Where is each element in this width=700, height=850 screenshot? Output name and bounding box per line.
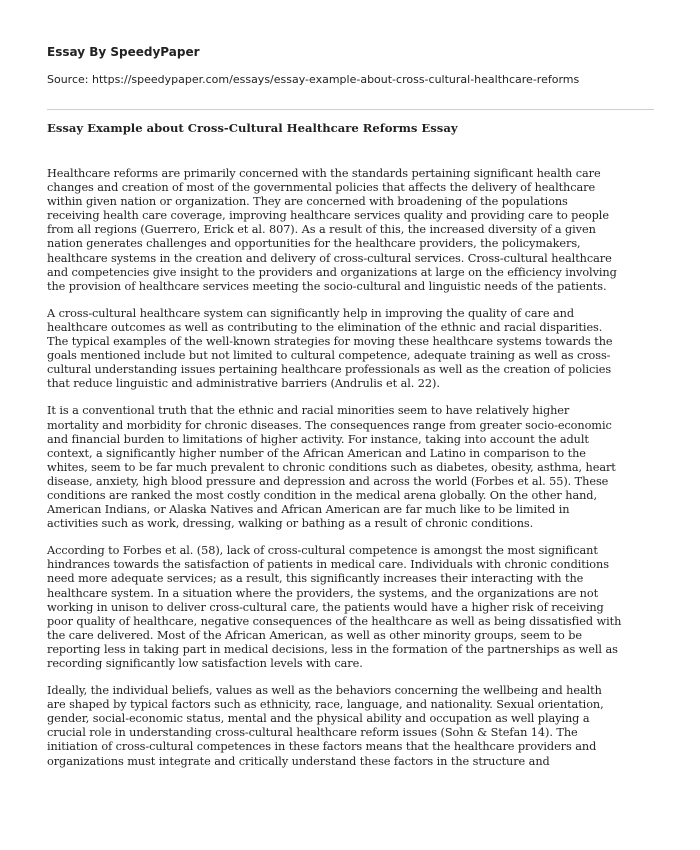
essay-paragraph-5: [47, 684, 659, 769]
essay-paragraph-2: [47, 307, 659, 392]
text-line: nation generates challenges and opportunities for the healthcare providers, the policymakers,: [47, 237, 581, 251]
text-line: activities such as work, dressing, walking or bathing as a result of chronic conditions.: [47, 517, 534, 531]
text-line: healthcare systems in the creation and delivery of cross-cultural services. Cross-cultural healthcare: [47, 251, 612, 265]
text-line: healthcare system. In a situation where the providers, the systems, and the organizations are not: [47, 586, 599, 600]
text-line: crucial role in understanding cross-cultural healthcare reform issues (Sohn & Stefan 14). The: [47, 726, 578, 740]
text-line: conditions are ranked the most costly condition in the medical arena globally. On the other hand,: [47, 488, 597, 502]
document-source-line: Source: https://speedypaper.com/essays/essay-example-about-cross-cultural-healthcare-reforms: [47, 73, 580, 86]
text-line: within given nation or organization. They are concerned with broadening of the populations: [47, 195, 568, 209]
text-line: hindrances towards the satisfaction of patients in medical care. Individuals with chronic conditions: [47, 558, 609, 572]
essay-body: [47, 167, 659, 782]
text-line: Ideally, the individual beliefs, values as well as the behaviors concerning the wellbeing and health: [47, 684, 602, 698]
text-line: cultural understanding issues pertaining healthcare professionals as well as the creation of policies: [47, 363, 612, 377]
text-line: changes and creation of most of the governmental policies that affects the delivery of healthcare: [47, 181, 596, 195]
header-divider: [47, 109, 654, 110]
text-line: poor quality of healthcare, negative consequences of the healthcare as well as being dissatisfied with: [47, 614, 622, 628]
text-line: A cross-cultural healthcare system can significantly help in improving the quality of care and: [47, 306, 574, 320]
text-line: healthcare outcomes as well as contributing to the elimination of the ethnic and racial disparities.: [47, 320, 603, 334]
document-brand: Essay By SpeedyPaper: [47, 45, 200, 59]
text-line: and financial burden to limitations of higher activity. For instance, taking into account the adult: [47, 432, 589, 446]
text-line: the care delivered. Most of the African American, as well as other minority groups, seem to be: [47, 628, 583, 642]
text-line: According to Forbes et al. (58), lack of cross-cultural competence is amongst the most significant: [47, 544, 598, 558]
text-line: and competencies give insight to the providers and organizations at large on the efficiency involving: [47, 265, 617, 279]
text-line: organizations must integrate and critically understand these factors in the structure and: [47, 754, 550, 768]
text-line: initiation of cross-cultural competences in these factors means that the healthcare providers and: [47, 740, 597, 754]
text-line: mortality and morbidity for chronic diseases. The consequences range from greater socio-economic: [47, 418, 612, 432]
text-line: gender, social-economic status, mental and the physical ability and occupation as well playing a: [47, 712, 590, 726]
essay-paragraph-1: [47, 167, 659, 294]
text-line: reporting less in taking part in medical decisions, less in the formation of the partnerships as well as: [47, 642, 618, 656]
text-line: American Indians, or Alaska Natives and African American are far much like to be limited in: [47, 503, 570, 517]
text-line: receiving health care coverage, improving healthcare services quality and providing care to people: [47, 209, 609, 223]
text-line: context, a significantly higher number of the African American and Latino in comparison to the: [47, 446, 586, 460]
text-line: disease, anxiety, high blood pressure and depression and across the world (Forbes et al. 55). These: [47, 474, 609, 488]
text-line: working in unison to deliver cross-cultural care, the patients would have a higher risk of receiving: [47, 600, 604, 614]
text-line: It is a conventional truth that the ethnic and racial minorities seem to have relatively higher: [47, 404, 570, 418]
text-line: whites, seem to be far much prevalent to chronic conditions such as diabetes, obesity, asthma, heart: [47, 460, 616, 474]
text-line: need more adequate services; as a result, this significantly increases their interacting with the: [47, 572, 584, 586]
essay-paragraph-3: [47, 404, 659, 531]
text-line: that reduce linguistic and administrative barriers (Andrulis et al. 22).: [47, 377, 440, 391]
text-line: recording significantly low satisfaction levels with care.: [47, 657, 363, 670]
text-line: from all regions (Guerrero, Erick et al. 807). As a result of this, the increased diversity of a given: [47, 223, 596, 237]
text-line: are shaped by typical factors such as ethnicity, race, language, and nationality. Sexual orientation,: [47, 698, 604, 712]
text-line: The typical examples of the well-known strategies for moving these healthcare systems towards the: [47, 335, 613, 349]
text-line: Healthcare reforms are primarily concerned with the standards pertaining significant health care: [47, 167, 601, 180]
text-line: goals mentioned include but not limited to cultural competence, adequate training as well as cross-: [47, 349, 611, 363]
text-line: the provision of healthcare services meeting the socio-cultural and linguistic needs of the patients.: [47, 279, 607, 293]
essay-title: Essay Example about Cross-Cultural Healthcare Reforms Essay: [47, 121, 458, 135]
essay-paragraph-4: [47, 544, 659, 671]
